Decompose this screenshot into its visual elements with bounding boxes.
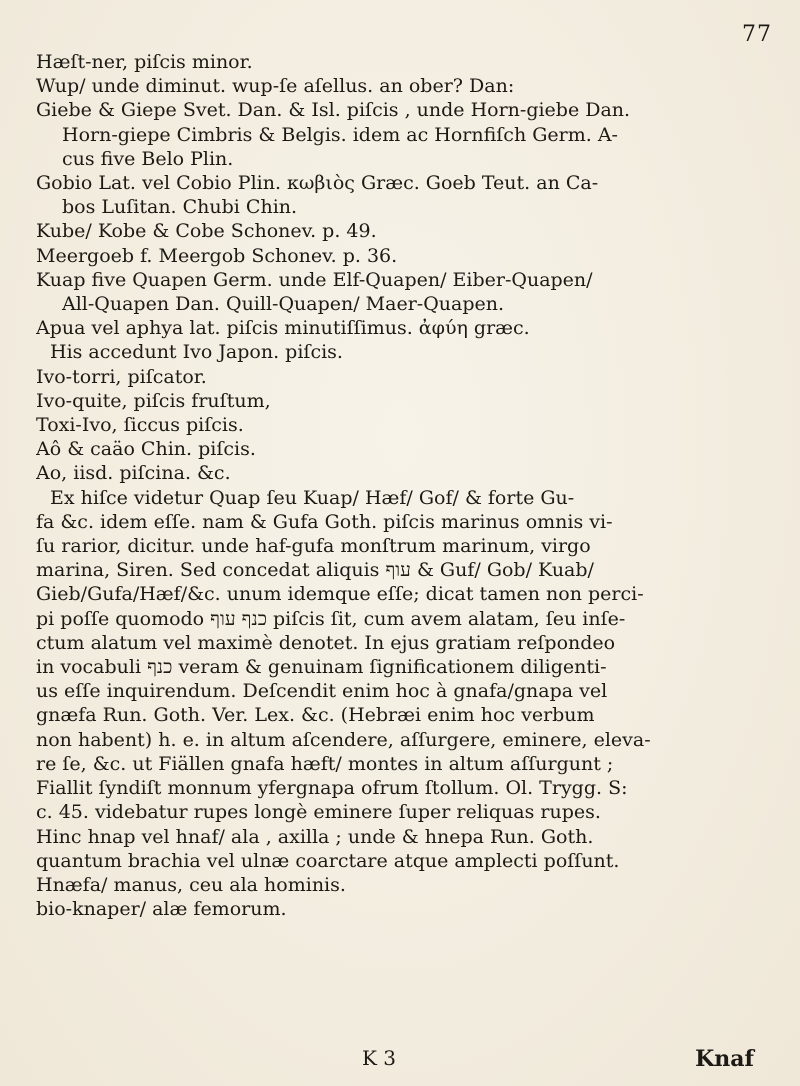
text-line: Gobio Lat. vel Cobio Plin. κωβιὸς Græc. Goeb Teut. an Ca- [36, 172, 599, 195]
text-line: re ſe, &c. ut Fiällen gnafa hæft/ montes in altum aſſurgunt ; [36, 752, 614, 775]
text-line: quantum brachia vel ulnæ coarctare atque amplecti poſſunt. [36, 849, 620, 872]
text-line: fa &c. idem eſſe. nam & Gufa Goth. piſcis marinus omnis vi- [36, 510, 613, 533]
text-line: Horn-giepe Cimbris & Belgis. idem ac Hornfiſch Germ. A- [62, 123, 618, 146]
text-line: in vocabuli כנף veram & genuinam ſignificationem diligenti- [36, 656, 607, 679]
text-line: us eſſe inquirendum. Deſcendit enim hoc à gnafa/gnapa vel [36, 680, 608, 703]
text-line: Aô & caäo Chin. piſcis. [36, 438, 256, 461]
text-line: marina, Siren. Sed concedat aliquis עוף & Guf/ Gob/ Kuab/ [36, 559, 594, 582]
text-line: Ivo-quite, piſcis fruſtum, [36, 389, 271, 412]
page-number: 77 [742, 22, 772, 47]
text-line: Hinc hnap vel hnaf/ ala , axilla ; unde & hnepa Run. Goth. [36, 825, 594, 848]
text-line: cus five Belo Plin. [62, 147, 234, 170]
text-line: bio-knaper/ alæ femorum. [36, 898, 287, 921]
text-line: Kuap five Quapen Germ. unde Elf-Quapen/ Eiber-Quapen/ [36, 268, 593, 291]
text-line: Toxi-Ivo, ſiccus piſcis. [36, 414, 244, 437]
text-line: Gieb/Gufa/Hæf/&c. unum idemque eſſe; dicat tamen non perci- [36, 583, 644, 606]
body-text [36, 50, 778, 921]
text-line: bos Luſitan. Chubi Chin. [62, 196, 298, 219]
text-line: Hnæfa/ manus, ceu ala hominis. [36, 873, 346, 896]
text-line: Apua vel aphya lat. piſcis minutiſſimus. ἀφύη græc. [36, 317, 530, 340]
text-line: His accedunt Ivo Japon. piſcis. [50, 341, 343, 364]
page-footer [36, 1046, 778, 1076]
catchword: Knaf [695, 1046, 754, 1072]
text-line: Ivo-torri, piſcator. [36, 365, 207, 388]
text-line: gnæfa Run. Goth. Ver. Lex. &c. (Hebræi enim hoc verbum [36, 704, 595, 727]
text-line: Ex hiſce videtur Quap ſeu Kuap/ Hæf/ Gof/ & forte Gu- [50, 486, 575, 509]
text-line: Wup/ unde diminut. wup-ſe aſellus. an ober? Dan: [36, 75, 515, 98]
text-line: Fiallit ſyndiſt monnum yfergnapa ofrum ſtollum. Ol. Trygg. S: [36, 777, 628, 800]
text-line: ſu rarior, dicitur. unde haf-gufa monſtrum marinum, virgo [36, 535, 591, 558]
text-line: non habent) h. e. in altum aſcendere, aſſurgere, eminere, eleva- [36, 728, 651, 751]
text-line: Ao, iisd. piſcina. &c. [36, 462, 231, 485]
text-line: pi poſſe quomodo כנף עוף piſcis ſit, cum avem alatam, ſeu inſe- [36, 607, 626, 630]
signature-mark: K 3 [362, 1046, 397, 1070]
text-line: Meergoeb f. Meergob Schonev. p. 36. [36, 244, 398, 267]
text-line: Hæſt-ner, piſcis minor. [36, 51, 253, 73]
text-line: Giebe & Giepe Svet. Dan. & Isl. piſcis , unde Horn-giebe Dan. [36, 99, 631, 122]
text-line: Kube/ Kobe & Cobe Schonev. p. 49. [36, 220, 377, 243]
text-line: c. 45. videbatur rupes longè eminere ſuper reliquas rupes. [36, 801, 601, 824]
text-line: ctum alatum vel maximè denotet. In ejus gratiam reſpondeo [36, 631, 616, 654]
text-line: All-Quapen Dan. Quill-Quapen/ Maer-Quapen. [62, 293, 505, 316]
